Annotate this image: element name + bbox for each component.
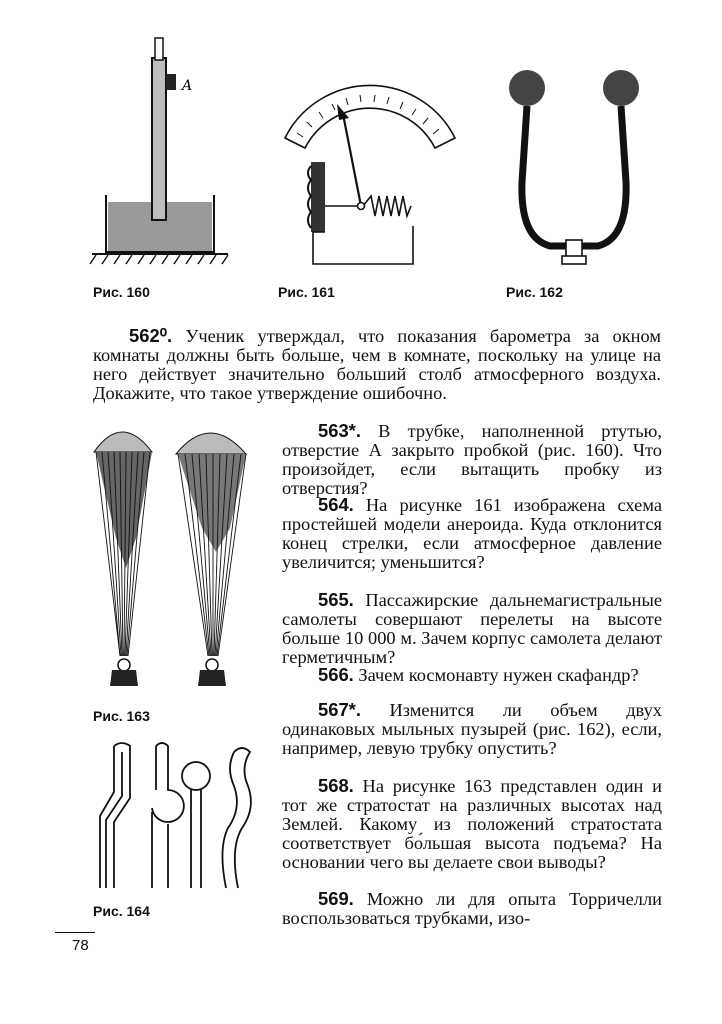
page-number: 78 [72,937,89,954]
caption-fig-160: Рис. 160 [93,284,150,300]
problem-567: 567*. Изменится ли объем двух одинаковых мыльных пузырей (рис. 162), если, например, левую трубку опустить? [282,699,662,758]
problem-564: 564. На рисунке 161 изображена схема простейшей модели анероида. Куда отклонится конец стрелки, если атмосферное давление увеличится; уменьшится? [282,494,662,572]
problem-563: 563*. В трубке, наполненной ртутью, отверстие А закрыто пробкой (рис. 160). Что произойдет, если вытащить пробку из отверстия? [282,420,662,498]
caption-fig-163: Рис. 163 [93,708,150,724]
label-a: A [182,78,193,94]
figure-162-soap-bubbles [500,62,650,272]
figure-164-tubes [92,738,262,898]
caption-fig-161: Рис. 161 [278,284,335,300]
problem-566: 566. Зачем космонавту нужен скафандр? [318,664,639,685]
figure-163-stratostat [90,418,260,693]
problem-565: 565. Пассажирские дальнемагистральные самолеты совершают перелеты на высоте больше 10 000 м. Зачем корпус самолета делают герметичным? [282,589,662,667]
caption-fig-162: Рис. 162 [506,284,563,300]
caption-fig-164: Рис. 164 [93,903,150,919]
figure-161-aneroid-model [275,78,465,268]
problem-569: 569. Можно ли для опыта Торричелли воспользоваться трубками, изо- [282,888,662,928]
problem-562: 562⁰. Ученик утверждал, что показания барометра за окном комнаты должны быть больше, чем в комнате, поскольку на улице на него действует значительно больший столб атмосферного воздуха. Докажите, что такое утверждение ошибочно. [93,325,661,403]
problem-568: 568. На рисунке 163 представлен один и тот же стратостат на различных высотах над Землей. Какому из положений стратостата соответствует бо́льшая высота подъема? На основании чего вы делаете свои выводы? [282,775,662,872]
page-number-rule [55,932,95,933]
figure-160-mercury-tube [88,30,238,270]
